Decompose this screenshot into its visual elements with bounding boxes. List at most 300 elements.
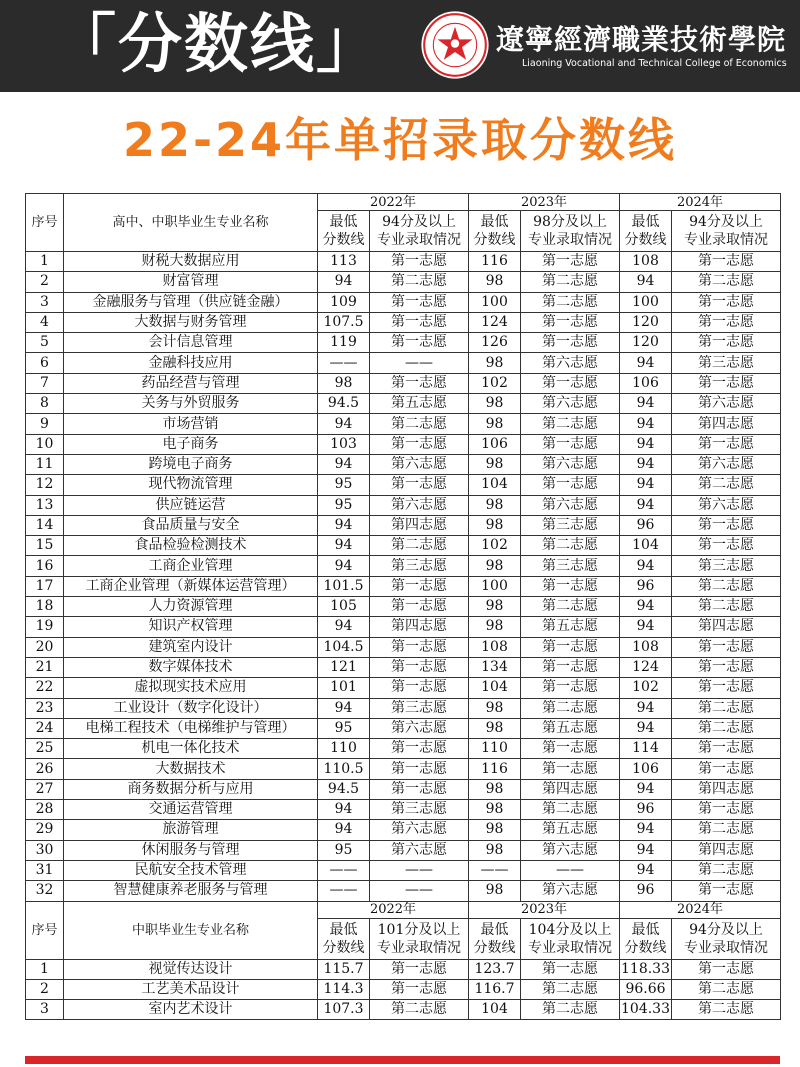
row-seq: 15 bbox=[26, 536, 64, 556]
min-score-2024: 94 bbox=[620, 475, 672, 495]
min-score-2024: 96 bbox=[620, 576, 672, 596]
admission-2023: 第二志愿 bbox=[521, 272, 620, 292]
min-score-2023: 116 bbox=[469, 252, 521, 272]
table-row bbox=[26, 840, 781, 860]
row-seq: 5 bbox=[26, 333, 64, 353]
min-score-2023: 98 bbox=[469, 617, 521, 637]
min-score-2023: 104 bbox=[469, 678, 521, 698]
table-row bbox=[26, 272, 781, 292]
admission-2022: 第六志愿 bbox=[370, 454, 469, 474]
college-logo-icon bbox=[420, 10, 490, 80]
admission-2023: 第二志愿 bbox=[521, 1000, 620, 1020]
min-score-2022: 121 bbox=[318, 657, 370, 677]
admission-2024: 第二志愿 bbox=[672, 272, 781, 292]
admission-2023: 第六志愿 bbox=[521, 495, 620, 515]
admission-2023: 第一志愿 bbox=[521, 678, 620, 698]
row-major: 金融服务与管理（供应链金融） bbox=[64, 292, 318, 312]
row-seq: 21 bbox=[26, 657, 64, 677]
row-major: 人力资源管理 bbox=[64, 597, 318, 617]
row-major: 财富管理 bbox=[64, 272, 318, 292]
min-score-2024: 108 bbox=[620, 637, 672, 657]
admission-2024: 第二志愿 bbox=[672, 1000, 781, 1020]
admission-2024: 第一志愿 bbox=[672, 959, 781, 979]
min-score-2023: 98 bbox=[469, 698, 521, 718]
min-score-2022: 101.5 bbox=[318, 576, 370, 596]
row-seq: 2 bbox=[26, 272, 64, 292]
admission-2022: 第二志愿 bbox=[370, 1000, 469, 1020]
row-major: 交通运营管理 bbox=[64, 800, 318, 820]
admission-2023: 第六志愿 bbox=[521, 840, 620, 860]
row-major: 电梯工程技术（电梯维护与管理） bbox=[64, 718, 318, 738]
admission-2023: 第一志愿 bbox=[521, 739, 620, 759]
table-row bbox=[26, 637, 781, 657]
table-row bbox=[26, 576, 781, 596]
admission-2024: 第一志愿 bbox=[672, 800, 781, 820]
admission-2024: 第一志愿 bbox=[672, 739, 781, 759]
min-score-header: 最低 分数线 bbox=[469, 918, 521, 959]
row-major: 机电一体化技术 bbox=[64, 739, 318, 759]
table-row bbox=[26, 515, 781, 535]
min-score-2023: 134 bbox=[469, 657, 521, 677]
min-score-2023: 100 bbox=[469, 576, 521, 596]
table-row bbox=[26, 959, 781, 979]
admission-2022: 第一志愿 bbox=[370, 312, 469, 332]
min-score-2024: 94 bbox=[620, 272, 672, 292]
admission-2024: 第一志愿 bbox=[672, 434, 781, 454]
admission-2023: 第一志愿 bbox=[521, 475, 620, 495]
min-score-2023: 98 bbox=[469, 820, 521, 840]
min-score-2024: 94 bbox=[620, 860, 672, 880]
college-name-cn: 遼寧經濟職業技術學院 bbox=[496, 23, 787, 56]
min-score-2022: 95 bbox=[318, 840, 370, 860]
row-major: 室内艺术设计 bbox=[64, 1000, 318, 1020]
bottom-accent-bar bbox=[25, 1056, 780, 1064]
min-score-2024: 94 bbox=[620, 454, 672, 474]
admission-2023: 第三志愿 bbox=[521, 515, 620, 535]
min-score-2022: 95 bbox=[318, 718, 370, 738]
min-score-2024: 94 bbox=[620, 495, 672, 515]
min-score-2022: 94 bbox=[318, 536, 370, 556]
min-score-2022: 94 bbox=[318, 800, 370, 820]
min-score-2022: 94 bbox=[318, 414, 370, 434]
min-score-2022: 94 bbox=[318, 515, 370, 535]
admission-2024: 第六志愿 bbox=[672, 394, 781, 414]
min-score-2022: 94.5 bbox=[318, 779, 370, 799]
min-score-2024: 94 bbox=[620, 698, 672, 718]
table-row bbox=[26, 779, 781, 799]
admission-2022: 第一志愿 bbox=[370, 373, 469, 393]
admission-2022: 第三志愿 bbox=[370, 698, 469, 718]
row-seq: 18 bbox=[26, 597, 64, 617]
row-seq: 20 bbox=[26, 637, 64, 657]
year-header-2024: 2024年 bbox=[620, 194, 781, 211]
admission-2023: 第一志愿 bbox=[521, 759, 620, 779]
min-score-2023: 126 bbox=[469, 333, 521, 353]
table-row bbox=[26, 556, 781, 576]
min-score-2022: 94 bbox=[318, 556, 370, 576]
min-score-header: 最低 分数线 bbox=[469, 211, 521, 252]
admission-2024: 第二志愿 bbox=[672, 475, 781, 495]
min-score-2022: 107.5 bbox=[318, 312, 370, 332]
admission-2022: —— bbox=[370, 353, 469, 373]
header-title: 「分数线」 bbox=[52, 8, 382, 82]
admission-2023: 第一志愿 bbox=[521, 312, 620, 332]
table-row bbox=[26, 759, 781, 779]
table-row bbox=[26, 1000, 781, 1020]
admission-2022: 第一志愿 bbox=[370, 597, 469, 617]
section2-body bbox=[26, 901, 781, 1020]
admission-2022: —— bbox=[370, 881, 469, 901]
row-seq: 1 bbox=[26, 252, 64, 272]
row-seq: 27 bbox=[26, 779, 64, 799]
min-score-2024: 100 bbox=[620, 292, 672, 312]
min-score-2024: 94 bbox=[620, 617, 672, 637]
table-row bbox=[26, 536, 781, 556]
table-row bbox=[26, 617, 781, 637]
min-score-2023: 124 bbox=[469, 312, 521, 332]
min-score-2023: 106 bbox=[469, 434, 521, 454]
row-major: 商务数据分析与应用 bbox=[64, 779, 318, 799]
min-score-2024: 94 bbox=[620, 414, 672, 434]
min-score-2024: 96 bbox=[620, 881, 672, 901]
min-score-2023: 98 bbox=[469, 353, 521, 373]
admission-2022: 第一志愿 bbox=[370, 637, 469, 657]
min-score-2023: 110 bbox=[469, 739, 521, 759]
min-score-2022: 94 bbox=[318, 272, 370, 292]
min-score-2023: 98 bbox=[469, 718, 521, 738]
row-major: 建筑室内设计 bbox=[64, 637, 318, 657]
admission-2022: 第一志愿 bbox=[370, 434, 469, 454]
min-score-2024: 94 bbox=[620, 434, 672, 454]
min-score-2023: 98 bbox=[469, 597, 521, 617]
row-seq: 2 bbox=[26, 979, 64, 999]
table-row bbox=[26, 657, 781, 677]
min-score-2022: 94.5 bbox=[318, 394, 370, 414]
admission-2024: 第一志愿 bbox=[672, 536, 781, 556]
min-score-2023: 108 bbox=[469, 637, 521, 657]
admission-2022: 第一志愿 bbox=[370, 759, 469, 779]
min-score-2022: 103 bbox=[318, 434, 370, 454]
table-row bbox=[26, 597, 781, 617]
table-row bbox=[26, 820, 781, 840]
row-seq: 19 bbox=[26, 617, 64, 637]
min-score-2023: 98 bbox=[469, 495, 521, 515]
row-major: 智慧健康养老服务与管理 bbox=[64, 881, 318, 901]
min-score-2023: 116 bbox=[469, 759, 521, 779]
min-score-2023: 123.7 bbox=[469, 959, 521, 979]
admission-2023: 第一志愿 bbox=[521, 252, 620, 272]
min-score-2023: 116.7 bbox=[469, 979, 521, 999]
admission-2024: 第一志愿 bbox=[672, 292, 781, 312]
table-row bbox=[26, 434, 781, 454]
admission-2024: 第一志愿 bbox=[672, 678, 781, 698]
min-score-2022: 110 bbox=[318, 739, 370, 759]
admission-2022: 第一志愿 bbox=[370, 475, 469, 495]
row-seq: 32 bbox=[26, 881, 64, 901]
row-seq: 13 bbox=[26, 495, 64, 515]
table-row bbox=[26, 353, 781, 373]
admission-2023: 第五志愿 bbox=[521, 820, 620, 840]
min-score-2022: 109 bbox=[318, 292, 370, 312]
admission-2023: 第六志愿 bbox=[521, 881, 620, 901]
admission-2024: 第二志愿 bbox=[672, 576, 781, 596]
admission-2024: 第一志愿 bbox=[672, 515, 781, 535]
row-seq: 16 bbox=[26, 556, 64, 576]
admission-2022: 第三志愿 bbox=[370, 556, 469, 576]
min-score-2022: 104.5 bbox=[318, 637, 370, 657]
admission-2023: 第二志愿 bbox=[521, 597, 620, 617]
row-major: 跨境电子商务 bbox=[64, 454, 318, 474]
header-banner bbox=[0, 0, 800, 92]
row-seq: 24 bbox=[26, 718, 64, 738]
min-score-2023: 98 bbox=[469, 414, 521, 434]
admission-2022: 第六志愿 bbox=[370, 495, 469, 515]
admission-2022: —— bbox=[370, 860, 469, 880]
min-score-2023: 98 bbox=[469, 779, 521, 799]
min-score-2022: 101 bbox=[318, 678, 370, 698]
admission-2022: 第一志愿 bbox=[370, 779, 469, 799]
row-seq: 3 bbox=[26, 1000, 64, 1020]
row-seq: 23 bbox=[26, 698, 64, 718]
admission-2022: 第六志愿 bbox=[370, 820, 469, 840]
admission-2024: 第一志愿 bbox=[672, 333, 781, 353]
row-major: 食品检验检测技术 bbox=[64, 536, 318, 556]
min-score-2023: 98 bbox=[469, 556, 521, 576]
admission-2022: 第四志愿 bbox=[370, 515, 469, 535]
year-header-2022: 2022年 bbox=[318, 901, 469, 918]
admission-2024: 第一志愿 bbox=[672, 312, 781, 332]
table-row bbox=[26, 718, 781, 738]
row-major: 药品经营与管理 bbox=[64, 373, 318, 393]
min-score-2022: 113 bbox=[318, 252, 370, 272]
admission-2023: 第二志愿 bbox=[521, 979, 620, 999]
admission-2024: 第三志愿 bbox=[672, 353, 781, 373]
admission-header: 94分及以上 专业录取情况 bbox=[672, 211, 781, 252]
admission-header: 94分及以上 专业录取情况 bbox=[370, 211, 469, 252]
admission-2024: 第二志愿 bbox=[672, 860, 781, 880]
min-score-2023: 98 bbox=[469, 454, 521, 474]
min-score-2022: 107.3 bbox=[318, 1000, 370, 1020]
min-score-2022: 94 bbox=[318, 617, 370, 637]
min-score-2023: —— bbox=[469, 860, 521, 880]
row-seq: 10 bbox=[26, 434, 64, 454]
admission-2022: 第一志愿 bbox=[370, 252, 469, 272]
admission-2024: 第四志愿 bbox=[672, 414, 781, 434]
min-score-2022: —— bbox=[318, 881, 370, 901]
row-seq: 9 bbox=[26, 414, 64, 434]
min-score-2024: 108 bbox=[620, 252, 672, 272]
min-score-2022: 110.5 bbox=[318, 759, 370, 779]
min-score-2024: 118.33 bbox=[620, 959, 672, 979]
year-header-2024: 2024年 bbox=[620, 901, 781, 918]
row-major: 休闲服务与管理 bbox=[64, 840, 318, 860]
section1-body bbox=[26, 194, 781, 902]
admission-header: 104分及以上 专业录取情况 bbox=[521, 918, 620, 959]
table-row bbox=[26, 739, 781, 759]
admission-2023: 第五志愿 bbox=[521, 617, 620, 637]
admission-2023: 第二志愿 bbox=[521, 536, 620, 556]
admission-2024: 第二志愿 bbox=[672, 979, 781, 999]
min-score-2023: 102 bbox=[469, 373, 521, 393]
min-score-2024: 94 bbox=[620, 779, 672, 799]
min-score-2022: 98 bbox=[318, 373, 370, 393]
admission-header: 94分及以上 专业录取情况 bbox=[672, 918, 781, 959]
admission-2022: 第二志愿 bbox=[370, 272, 469, 292]
min-score-2024: 94 bbox=[620, 597, 672, 617]
admission-2024: 第二志愿 bbox=[672, 718, 781, 738]
admission-2023: —— bbox=[521, 860, 620, 880]
min-score-2024: 104.33 bbox=[620, 1000, 672, 1020]
admission-2024: 第六志愿 bbox=[672, 454, 781, 474]
admission-2024: 第一志愿 bbox=[672, 252, 781, 272]
min-score-2024: 94 bbox=[620, 840, 672, 860]
min-score-2022: 95 bbox=[318, 495, 370, 515]
row-major: 大数据技术 bbox=[64, 759, 318, 779]
row-seq: 28 bbox=[26, 800, 64, 820]
year-header-2023: 2023年 bbox=[469, 901, 620, 918]
admission-2023: 第六志愿 bbox=[521, 394, 620, 414]
min-score-2024: 94 bbox=[620, 394, 672, 414]
admission-2023: 第二志愿 bbox=[521, 414, 620, 434]
table-row bbox=[26, 252, 781, 272]
row-seq: 12 bbox=[26, 475, 64, 495]
min-score-2024: 120 bbox=[620, 312, 672, 332]
table-row bbox=[26, 333, 781, 353]
min-score-2023: 98 bbox=[469, 800, 521, 820]
row-major: 金融科技应用 bbox=[64, 353, 318, 373]
min-score-header: 最低 分数线 bbox=[620, 918, 672, 959]
min-score-2023: 104 bbox=[469, 1000, 521, 1020]
row-major: 财税大数据应用 bbox=[64, 252, 318, 272]
row-major: 电子商务 bbox=[64, 434, 318, 454]
admission-2024: 第四志愿 bbox=[672, 779, 781, 799]
min-score-2023: 98 bbox=[469, 515, 521, 535]
min-score-2024: 102 bbox=[620, 678, 672, 698]
admission-2023: 第一志愿 bbox=[521, 333, 620, 353]
row-seq: 17 bbox=[26, 576, 64, 596]
score-table bbox=[25, 193, 781, 1020]
admission-2022: 第六志愿 bbox=[370, 840, 469, 860]
min-score-2022: 94 bbox=[318, 698, 370, 718]
admission-2023: 第四志愿 bbox=[521, 779, 620, 799]
min-score-2022: —— bbox=[318, 353, 370, 373]
admission-2023: 第二志愿 bbox=[521, 800, 620, 820]
admission-2022: 第六志愿 bbox=[370, 718, 469, 738]
min-score-2022: 115.7 bbox=[318, 959, 370, 979]
admission-2022: 第五志愿 bbox=[370, 394, 469, 414]
row-major: 市场营销 bbox=[64, 414, 318, 434]
row-major: 虚拟现实技术应用 bbox=[64, 678, 318, 698]
row-seq: 26 bbox=[26, 759, 64, 779]
row-major: 关务与外贸服务 bbox=[64, 394, 318, 414]
admission-2024: 第六志愿 bbox=[672, 495, 781, 515]
admission-2024: 第一志愿 bbox=[672, 759, 781, 779]
admission-2024: 第一志愿 bbox=[672, 637, 781, 657]
row-major: 工业设计（数字化设计） bbox=[64, 698, 318, 718]
min-score-2024: 96 bbox=[620, 515, 672, 535]
min-score-2024: 94 bbox=[620, 556, 672, 576]
admission-2023: 第一志愿 bbox=[521, 434, 620, 454]
col-major-header: 高中、中职毕业生专业名称 bbox=[64, 194, 318, 252]
min-score-2023: 98 bbox=[469, 394, 521, 414]
admission-2024: 第三志愿 bbox=[672, 556, 781, 576]
admission-2023: 第二志愿 bbox=[521, 292, 620, 312]
admission-2022: 第一志愿 bbox=[370, 576, 469, 596]
admission-2022: 第二志愿 bbox=[370, 414, 469, 434]
table-row bbox=[26, 312, 781, 332]
admission-2023: 第六志愿 bbox=[521, 353, 620, 373]
min-score-2022: 119 bbox=[318, 333, 370, 353]
admission-2024: 第二志愿 bbox=[672, 597, 781, 617]
year-header-2023: 2023年 bbox=[469, 194, 620, 211]
admission-2024: 第一志愿 bbox=[672, 657, 781, 677]
row-seq: 11 bbox=[26, 454, 64, 474]
min-score-2022: 95 bbox=[318, 475, 370, 495]
min-score-2024: 94 bbox=[620, 820, 672, 840]
admission-2023: 第二志愿 bbox=[521, 698, 620, 718]
admission-2022: 第一志愿 bbox=[370, 657, 469, 677]
row-seq: 8 bbox=[26, 394, 64, 414]
row-major: 工商企业管理 bbox=[64, 556, 318, 576]
row-seq: 3 bbox=[26, 292, 64, 312]
admission-2022: 第二志愿 bbox=[370, 536, 469, 556]
table-row bbox=[26, 860, 781, 880]
min-score-2024: 94 bbox=[620, 353, 672, 373]
min-score-2023: 98 bbox=[469, 881, 521, 901]
row-major: 工艺美术品设计 bbox=[64, 979, 318, 999]
row-major: 大数据与财务管理 bbox=[64, 312, 318, 332]
min-score-header: 最低 分数线 bbox=[318, 211, 370, 252]
section1-year-row bbox=[26, 194, 781, 211]
min-score-2024: 114 bbox=[620, 739, 672, 759]
admission-2022: 第一志愿 bbox=[370, 739, 469, 759]
col-major-header: 中职毕业生专业名称 bbox=[64, 901, 318, 959]
row-seq: 22 bbox=[26, 678, 64, 698]
min-score-2023: 98 bbox=[469, 272, 521, 292]
admission-2022: 第一志愿 bbox=[370, 959, 469, 979]
row-seq: 6 bbox=[26, 353, 64, 373]
min-score-2022: 94 bbox=[318, 820, 370, 840]
row-seq: 14 bbox=[26, 515, 64, 535]
admission-header: 98分及以上 专业录取情况 bbox=[521, 211, 620, 252]
table-row bbox=[26, 800, 781, 820]
admission-2024: 第四志愿 bbox=[672, 617, 781, 637]
row-seq: 25 bbox=[26, 739, 64, 759]
min-score-2022: —— bbox=[318, 860, 370, 880]
admission-2023: 第三志愿 bbox=[521, 556, 620, 576]
year-header-2022: 2022年 bbox=[318, 194, 469, 211]
table-row bbox=[26, 495, 781, 515]
row-seq: 29 bbox=[26, 820, 64, 840]
table-row bbox=[26, 475, 781, 495]
admission-2023: 第一志愿 bbox=[521, 373, 620, 393]
table-row bbox=[26, 454, 781, 474]
college-name-en: Liaoning Vocational and Technical College of Economics bbox=[522, 58, 787, 69]
min-score-2022: 105 bbox=[318, 597, 370, 617]
row-seq: 4 bbox=[26, 312, 64, 332]
min-score-2023: 100 bbox=[469, 292, 521, 312]
table-row bbox=[26, 394, 781, 414]
min-score-2024: 124 bbox=[620, 657, 672, 677]
admission-2022: 第一志愿 bbox=[370, 333, 469, 353]
admission-2022: 第四志愿 bbox=[370, 617, 469, 637]
admission-2023: 第五志愿 bbox=[521, 718, 620, 738]
admission-2022: 第三志愿 bbox=[370, 800, 469, 820]
min-score-header: 最低 分数线 bbox=[620, 211, 672, 252]
row-seq: 7 bbox=[26, 373, 64, 393]
admission-2023: 第六志愿 bbox=[521, 454, 620, 474]
min-score-header: 最低 分数线 bbox=[318, 918, 370, 959]
